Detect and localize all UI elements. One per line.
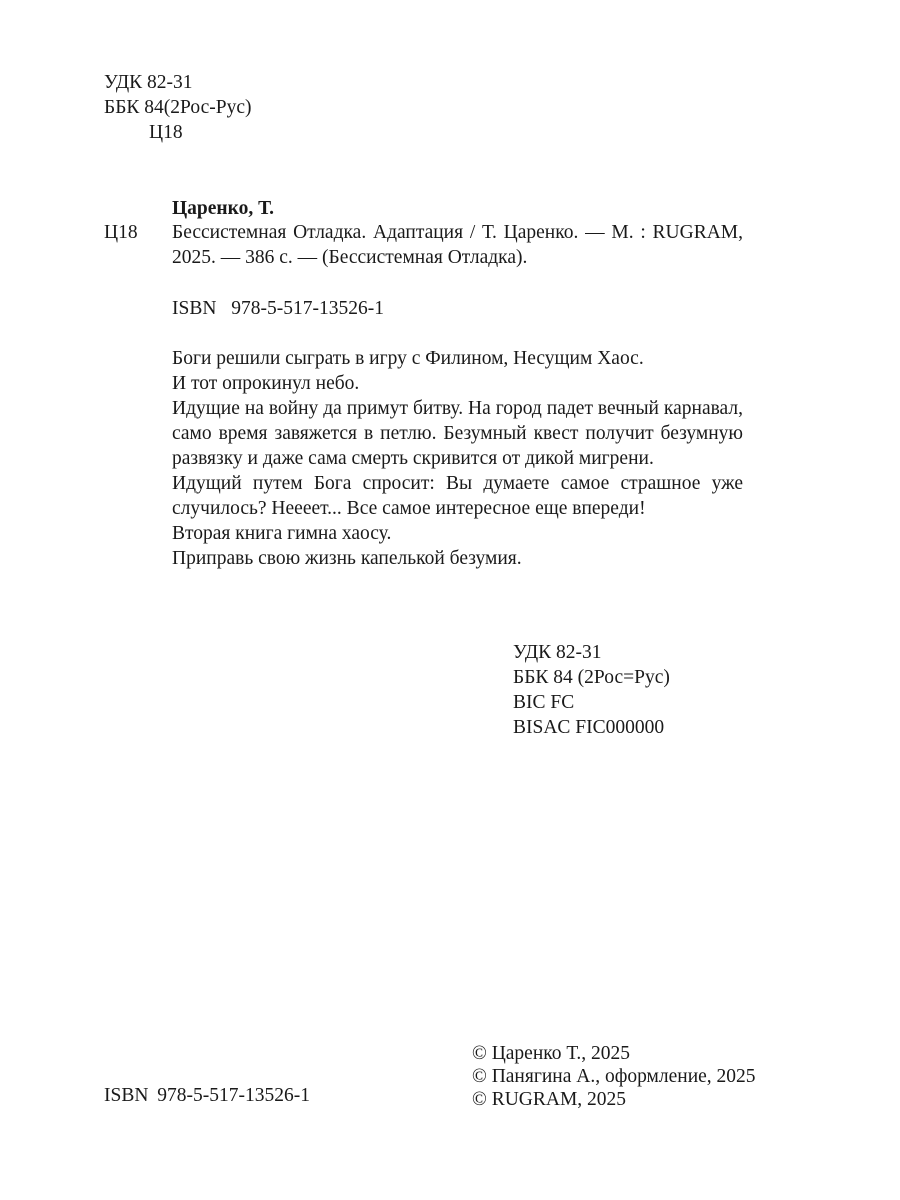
annotation-paragraph: Вторая книга гимна хаосу. bbox=[172, 523, 392, 544]
udk-code-right: УДК 82-31 bbox=[513, 642, 602, 663]
copyright-publisher: © RUGRAM, 2025 bbox=[472, 1089, 627, 1110]
copyright-design: © Панягина А., оформление, 2025 bbox=[472, 1066, 756, 1087]
bic-code: BIC FC bbox=[513, 692, 575, 713]
copyright-block bbox=[472, 1042, 756, 1111]
annotation-paragraph: Приправь свою жизнь капелькой безумия. bbox=[172, 548, 522, 569]
bbk-code: ББК 84(2Рос-Рус) bbox=[104, 97, 252, 118]
annotation-paragraph: Идущие на войну да примут битву. На город падет вечный карнавал, само время завяжется в петлю. Безумный квест получит безумную развязку и даже сама смерть скривится от дикой мигрени. bbox=[172, 398, 743, 469]
author-mark: Ц18 bbox=[149, 122, 183, 143]
bibliographic-description: Бессистемная Отладка. Адаптация / Т. Царенко. — М. : RUGRAM, 2025. — 386 с. — (Бессистемная Отладка). bbox=[172, 222, 743, 268]
side-author-mark: Ц18 bbox=[104, 222, 138, 243]
annotation-paragraph: Боги решили сыграть в игру с Филином, Несущим Хаос. bbox=[172, 348, 644, 369]
annotation bbox=[172, 346, 743, 571]
author-heading: Царенко, Т. bbox=[172, 198, 275, 219]
isbn-bottom: ISBN 978-5-517-13526-1 bbox=[104, 1085, 311, 1106]
right-classification-block bbox=[513, 640, 670, 740]
bisac-code: BISAC FIC000000 bbox=[513, 717, 665, 738]
isbn-record: ISBN 978-5-517-13526-1 bbox=[172, 298, 385, 319]
annotation-paragraph: И тот опрокинул небо. bbox=[172, 373, 360, 394]
bbk-code-right: ББК 84 (2Рос=Рус) bbox=[513, 667, 670, 688]
copyright-author: © Царенко Т., 2025 bbox=[472, 1043, 630, 1064]
annotation-paragraph: Идущий путем Бога спросит: Вы думаете самое страшное уже случилось? Нееeет... Все самое интересное еще впереди! bbox=[172, 473, 743, 519]
udk-code: УДК 82-31 bbox=[104, 72, 193, 93]
top-classification-block bbox=[104, 70, 252, 145]
